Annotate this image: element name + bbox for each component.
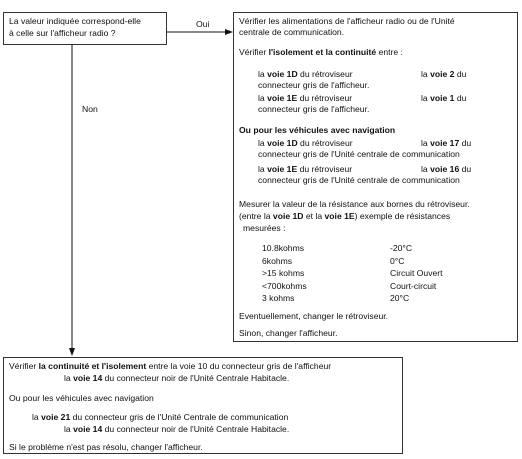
measure-line-2: (entre la voie 1D et la voie 1E) exemple de résistances bbox=[239, 211, 451, 221]
question-line-1: La valeur indiquée correspond-elle bbox=[9, 16, 141, 26]
measure-line-1: Mesurer la valeur de la résistance aux bornes du rétroviseur. bbox=[239, 199, 470, 209]
res-value: 3 kohms bbox=[262, 293, 295, 303]
bottom-line-5: la voie 14 du connecteur noir de l'Unité Centrale Habitacle. bbox=[64, 424, 290, 434]
n2-line-2: connecteur gris de l'Unité centrale de communication bbox=[258, 175, 460, 185]
no-label: Non bbox=[82, 104, 98, 114]
n1-line-2: connecteur gris de l'Unité centrale de communication bbox=[258, 149, 460, 159]
r1-left: la voie 1D du rétroviseur bbox=[258, 69, 353, 79]
bottom-line-4: la voie 21 du connecteur gris de l'Unité Centrale de communication bbox=[32, 412, 289, 422]
res-result: 0°C bbox=[390, 256, 405, 266]
n2-right: la voie 16 du bbox=[421, 164, 472, 174]
question-line-2: à celle sur l'afficheur radio ? bbox=[9, 28, 116, 38]
bottom-box bbox=[3, 357, 403, 454]
yes-label: Oui bbox=[196, 19, 210, 29]
bottom-line-2: la voie 14 du connecteur noir de l'Unité Centrale Habitacle. bbox=[64, 373, 290, 383]
r1-right: la voie 2 du bbox=[421, 69, 467, 79]
res-result: Circuit Ouvert bbox=[390, 268, 443, 278]
res-result: -20°C bbox=[390, 243, 413, 253]
right-box bbox=[233, 12, 518, 342]
r1-line-2: connecteur gris de l'afficheur. bbox=[258, 80, 370, 90]
r2-line-2: connecteur gris de l'afficheur. bbox=[258, 104, 370, 114]
res-value: >15 kohms bbox=[262, 268, 305, 278]
nav-heading: Ou pour les véhicules avec navigation bbox=[239, 125, 396, 135]
n1-right: la voie 17 du bbox=[421, 138, 472, 148]
question-box bbox=[3, 12, 167, 45]
bottom-final: Si le problème n'est pas résolu, changer l'afficheur. bbox=[9, 442, 203, 452]
verify-heading: Vérifier l'isolement et la continuité entre : bbox=[239, 47, 403, 57]
eventually-text: Eventuellement, changer le rétroviseur. bbox=[239, 311, 389, 321]
res-result: 20°C bbox=[390, 293, 410, 303]
res-value: 6kohms bbox=[262, 256, 293, 266]
p1-line-2: centrale de communication. bbox=[239, 27, 345, 37]
otherwise-text: Sinon, changer l'afficheur. bbox=[239, 328, 338, 338]
n2-left: la voie 1E du rétroviseur bbox=[258, 164, 353, 174]
res-value: <700kohms bbox=[262, 281, 307, 291]
bottom-line-1: Vérifier la continuité et l'isolement entre la voie 10 du connecteur gris de l'afficheur bbox=[9, 361, 332, 371]
n1-left: la voie 1D du rétroviseur bbox=[258, 138, 353, 148]
measure-line-3: mesurées : bbox=[243, 223, 286, 233]
r2-right: la voie 1 du bbox=[421, 93, 467, 103]
res-result: Court-circuit bbox=[390, 281, 437, 291]
r2-left: la voie 1E du rétroviseur bbox=[258, 93, 353, 103]
res-value: 10.8kohms bbox=[262, 243, 305, 253]
bottom-nav: Ou pour les véhicules avec navigation bbox=[9, 393, 154, 403]
p1-line-1: Vérifier les alimentations de l'afficheur radio ou de l'Unité bbox=[239, 16, 455, 26]
